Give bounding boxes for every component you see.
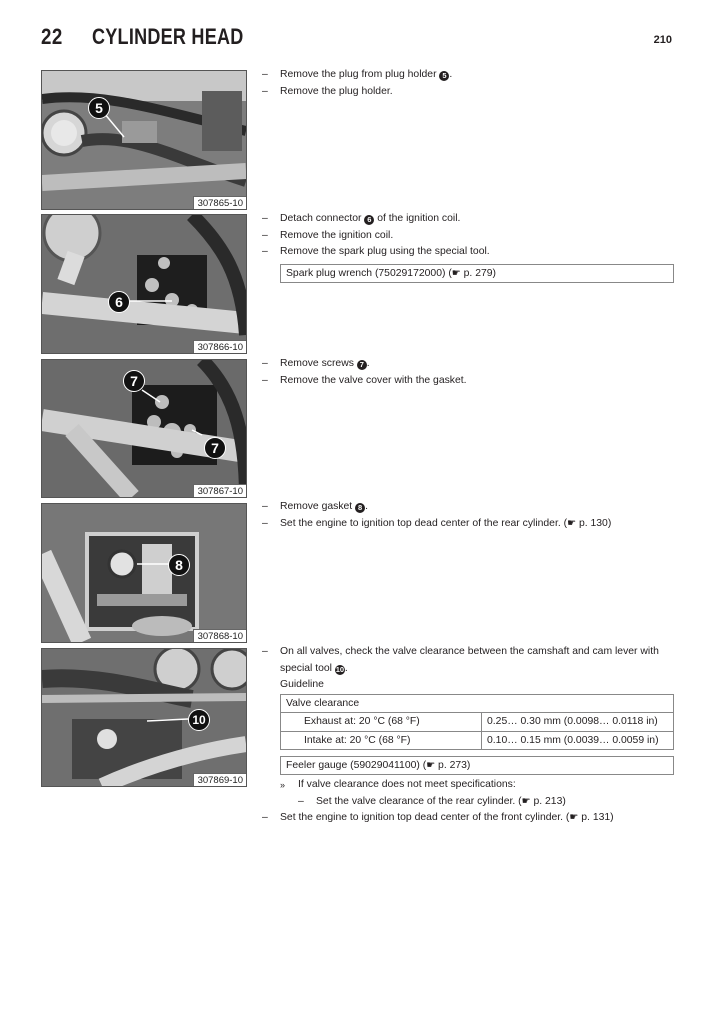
step	[262, 373, 674, 390]
step	[262, 810, 674, 827]
table-cell-value: 0.10… 0.15 mm (0.0039… 0.0059 in)	[482, 731, 674, 750]
figure-id: 307867-10	[193, 484, 246, 497]
callout-5: 5	[88, 97, 110, 119]
reference-number: 10	[335, 664, 345, 674]
tool-name: Feeler gauge (59029041100) (	[286, 760, 427, 771]
reference-number: 5	[439, 71, 449, 81]
figure-valve-cover-screws	[41, 359, 247, 498]
condition-text: If valve clearance does not meet specifications:	[298, 779, 516, 790]
figure-feeler-gauge	[41, 648, 247, 787]
chapter-title: CYLINDER HEAD	[92, 24, 244, 49]
reference-number: 8	[355, 503, 365, 513]
callout-8: 8	[168, 554, 190, 576]
step	[262, 499, 674, 516]
instruction-group-1	[262, 67, 674, 100]
dash-bullet: –	[262, 374, 268, 386]
step	[262, 84, 674, 101]
figure-ignition-coil	[41, 214, 247, 354]
instruction-group-3	[262, 356, 674, 389]
dash-bullet: –	[262, 246, 268, 257]
page-number: 210	[653, 34, 672, 46]
condition	[262, 777, 674, 794]
chapter-number: 22	[41, 24, 63, 49]
step	[262, 228, 674, 245]
dash-bullet: –	[262, 812, 268, 823]
step-text: Set the engine to ignition top dead center of the front cylinder. (	[280, 812, 570, 823]
dash-bullet: –	[262, 358, 268, 369]
dash-bullet: –	[262, 646, 268, 657]
engine-photo	[42, 649, 246, 786]
step-text: Set the valve clearance of the rear cylinder. (	[316, 795, 522, 807]
valve-clearance-table	[280, 694, 674, 751]
step	[262, 244, 674, 261]
tool-name: Spark plug wrench (75029172000) (	[286, 267, 452, 279]
step-text: Remove the valve cover with the gasket.	[280, 374, 467, 386]
step	[262, 211, 674, 228]
engine-photo	[42, 71, 246, 209]
step-text: Remove the ignition coil.	[280, 229, 394, 241]
figure-id: 307866-10	[193, 340, 246, 353]
figure-id: 307868-10	[193, 629, 246, 642]
step-text: Remove the spark plug using the special tool.	[280, 246, 490, 257]
step-text: .	[365, 501, 368, 512]
step-text: .	[366, 358, 370, 369]
dash-bullet: –	[262, 213, 268, 224]
table-cell-value: 0.25… 0.30 mm (0.0098… 0.0118 in)	[482, 713, 674, 732]
step	[262, 644, 674, 677]
pointing-hand-icon: ☛	[569, 812, 579, 823]
reference-number: 6	[364, 215, 374, 225]
table-cell-label: Intake at: 20 °C (68 °F)	[281, 731, 482, 750]
step	[262, 356, 674, 373]
table-row	[281, 713, 674, 732]
step-text: Detach connector	[280, 213, 365, 224]
table-cell-label: Exhaust at: 20 °C (68 °F)	[281, 713, 482, 732]
special-tool-box	[280, 756, 674, 775]
step-text: of the ignition coil.	[374, 213, 461, 224]
figure-gasket	[41, 503, 247, 643]
sub-step	[262, 794, 674, 811]
engine-photo	[42, 215, 246, 353]
page-reference-link[interactable]: p. 279)	[460, 267, 496, 279]
step-text: Remove the plug holder.	[280, 85, 393, 97]
figure-plug-holder	[41, 70, 247, 210]
pointing-hand-icon: ☛	[567, 517, 577, 529]
step-text: .	[344, 662, 348, 674]
step-text: .	[449, 69, 453, 80]
callout-7: 7	[123, 370, 145, 392]
instruction-group-4	[262, 499, 674, 532]
step-text: Remove the plug from plug holder	[280, 69, 440, 80]
guideline-label: Guideline	[280, 679, 324, 690]
condition-marker-icon: »	[280, 780, 286, 790]
pointing-hand-icon: ☛	[426, 760, 436, 771]
page-reference-link[interactable]: p. 131)	[578, 812, 614, 823]
step-text: On all valves, check the valve clearance between the camshaft and cam lever with special tool	[280, 646, 659, 674]
pointing-hand-icon: ☛	[451, 267, 461, 279]
page-reference-link[interactable]: p. 130)	[576, 517, 612, 529]
engine-photo	[42, 504, 246, 642]
table-header-row	[281, 694, 674, 713]
page-reference-link[interactable]: p. 273)	[435, 760, 471, 771]
callout-7: 7	[204, 437, 226, 459]
dash-bullet: –	[262, 85, 268, 97]
step	[262, 516, 674, 533]
callout-10: 10	[188, 709, 210, 731]
instruction-group-2	[262, 211, 674, 285]
pointing-hand-icon: ☛	[521, 795, 531, 807]
instruction-group-5	[262, 644, 674, 827]
figure-id: 307869-10	[193, 773, 246, 786]
step-text: Set the engine to ignition top dead center of the rear cylinder. (	[280, 517, 568, 529]
figure-id: 307865-10	[193, 196, 246, 209]
dash-bullet: –	[262, 69, 268, 80]
dash-bullet: –	[262, 229, 268, 241]
dash-bullet: –	[262, 517, 268, 529]
dash-bullet: –	[262, 501, 268, 512]
step-text: Remove gasket	[280, 501, 356, 512]
page-reference-link[interactable]: p. 213)	[530, 795, 566, 807]
callout-6: 6	[108, 291, 130, 313]
table-header: Valve clearance	[281, 694, 674, 713]
dash-bullet: –	[298, 795, 304, 807]
step	[262, 67, 674, 84]
table-row	[281, 731, 674, 750]
special-tool-box	[280, 264, 674, 283]
reference-number: 7	[357, 360, 367, 370]
step-text: Remove screws	[280, 358, 357, 369]
